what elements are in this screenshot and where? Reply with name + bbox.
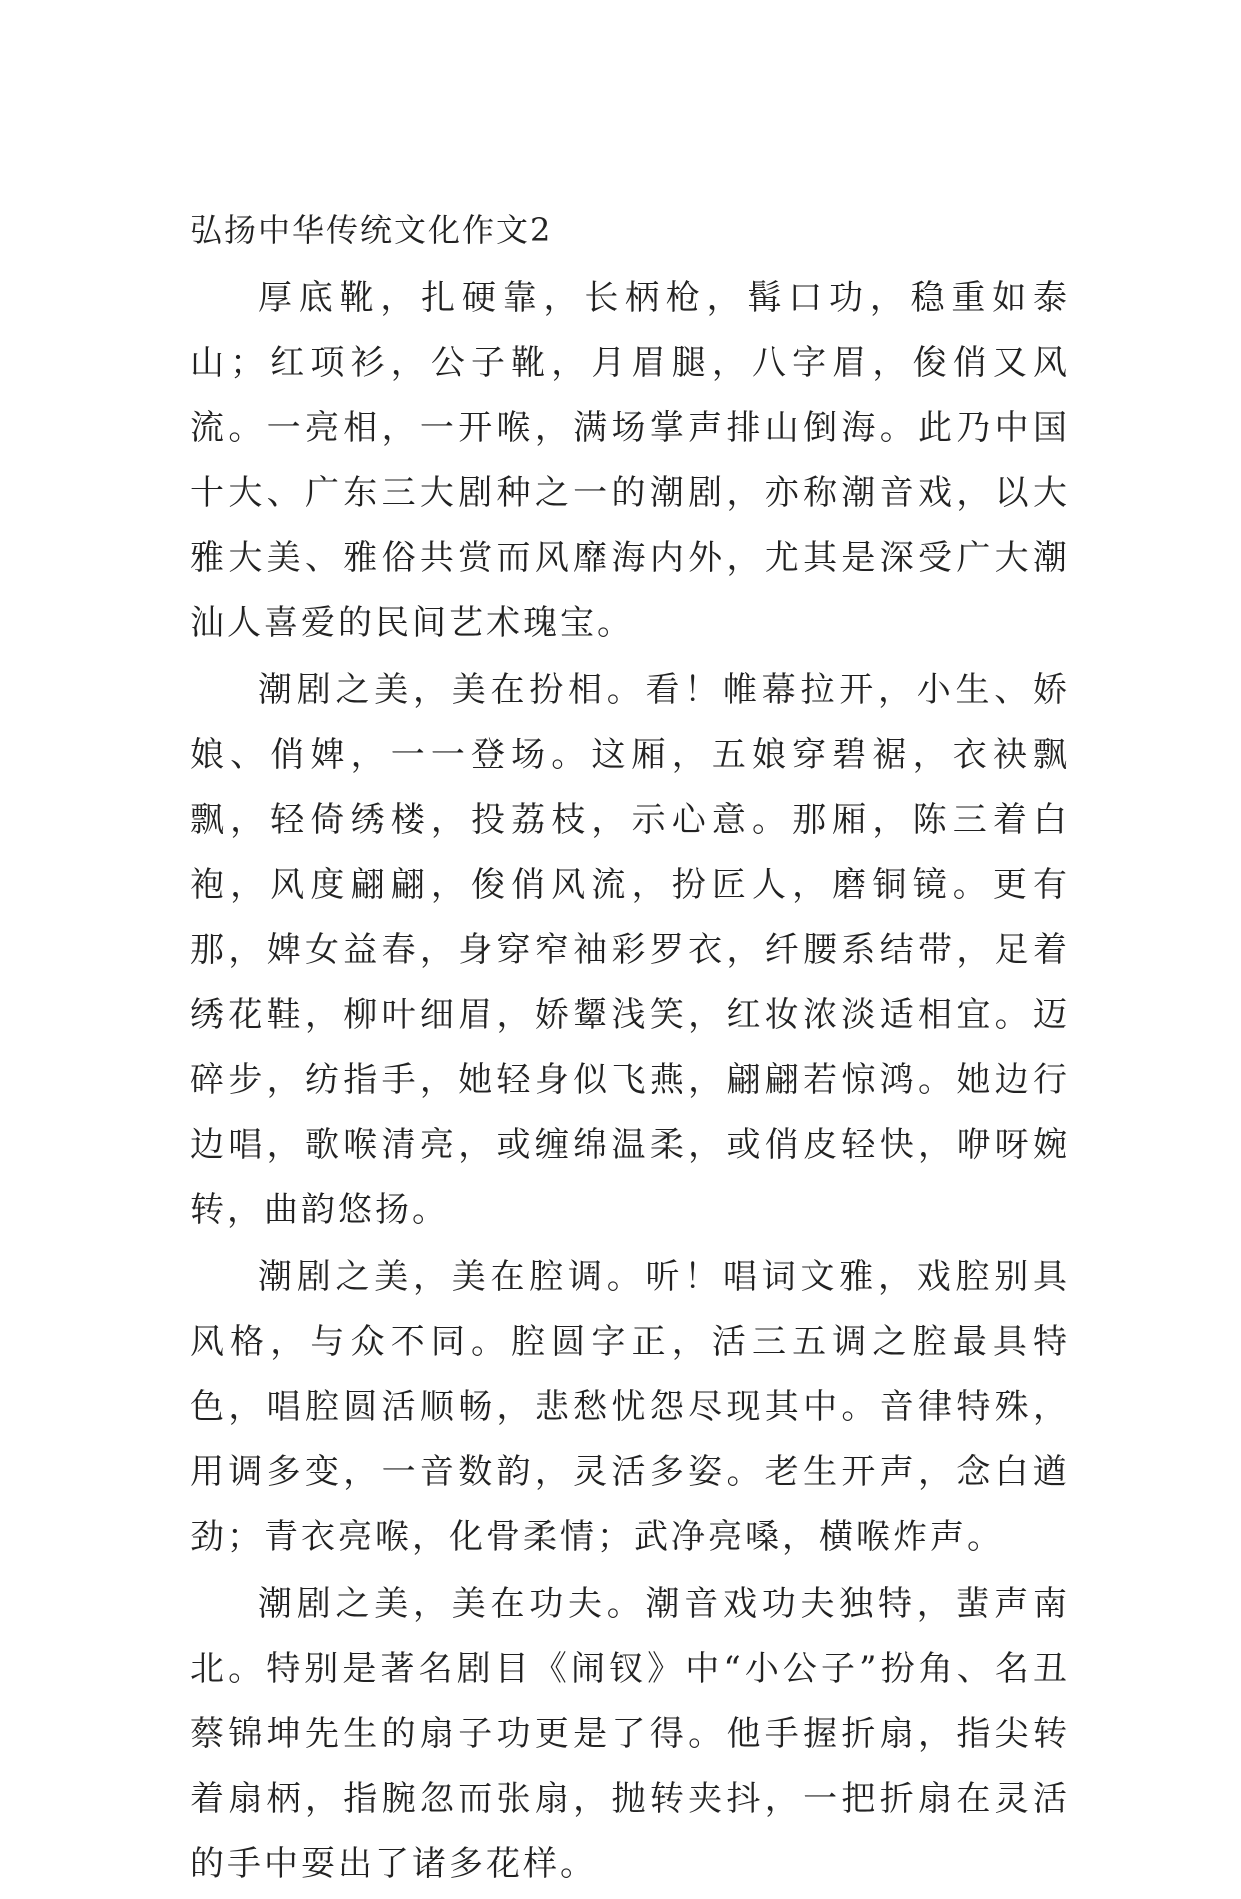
paragraph-3: 潮剧之美，美在腔调。听！唱词文雅，戏腔别具风格，与众不同。腔圆字正，活三五调之腔最具特色，唱腔圆活顺畅，悲愁忧怨尽现其中。音律特殊，用调多变，一音数韵，灵活多姿。老生开声，念白遒劲；青衣亮喉，化骨柔情；武净亮嗓，横喉炸声。 — [190, 1257, 1070, 1557]
paragraph-2: 潮剧之美，美在扮相。看！帷幕拉开，小生、娇娘、俏婢，一一登场。这厢，五娘穿碧裾，衣袂飘飘，轻倚绣楼，投荔枝，示心意。那厢，陈三着白袍，风度翩翩，俊俏风流，扮匠人，磨铜镜。更有那，婢女益春，身穿窄袖彩罗衣，纤腰系结带，足着绣花鞋，柳叶细眉，娇颦浅笑，红妆浓淡适相宜。迈碎步，纺指手，她轻身似飞燕，翩翩若惊鸿。她边行边唱，歌喉清亮，或缠绵温柔，或俏皮轻快，咿呀婉转，曲韵悠扬。 — [190, 670, 1070, 1230]
paragraph-1: 厚底靴，扎硬靠，长柄枪，髯口功，稳重如泰山；红项衫，公子靴，月眉腿，八字眉，俊俏又风流。一亮相，一开喉，满场掌声排山倒海。此乃中国十大、广东三大剧种之一的潮剧，亦称潮音戏，以大雅大美、雅俗共赏而风靡海内外，尤其是深受广大潮汕人喜爱的民间艺术瑰宝。 — [190, 278, 1070, 643]
document-title: 弘扬中华传统文化作文2 — [190, 211, 553, 249]
document-page — [190, 200, 1070, 1899]
paragraph-4: 潮剧之美，美在功夫。潮音戏功夫独特，蜚声南北。特别是著名剧目《闹钗》中“小公子”扮角、名丑蔡锦坤先生的扇子功更是了得。他手握折扇，指尖转着扇柄，指腕忽而张扇，抛转夹抖，一把折扇在灵活的手中耍出了诸多花样。 — [190, 1584, 1070, 1884]
